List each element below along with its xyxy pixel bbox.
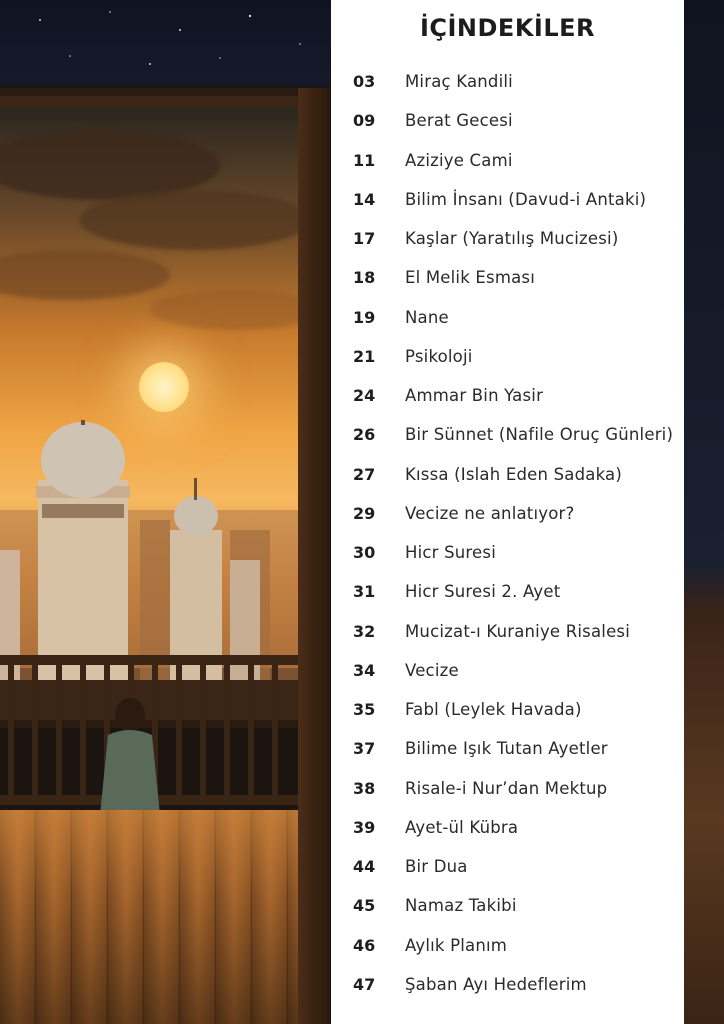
cover-illustration [0, 0, 330, 1024]
toc-page-number: 32 [353, 621, 376, 641]
sun-icon [139, 362, 189, 412]
toc-entry-title: Nane [405, 307, 449, 327]
toc-list [331, 62, 684, 1004]
toc-entry-title: Bilim İnsanı (Davud-i Antaki) [405, 189, 647, 209]
toc-entry-title: Namaz Takibi [405, 896, 517, 916]
toc-entry-title: Aylık Planım [405, 935, 508, 955]
toc-entry-title: Kaşlar (Yaratılış Mucizesi) [405, 229, 619, 249]
toc-entry-title: Mucizat-ı Kuraniye Risalesi [405, 621, 630, 641]
toc-item[interactable] [331, 141, 684, 180]
mosque-skyline-icon [0, 420, 298, 680]
toc-page-number: 30 [353, 543, 376, 563]
toc-item[interactable] [331, 808, 684, 847]
toc-panel [331, 0, 684, 1024]
toc-item[interactable] [331, 415, 684, 454]
toc-entry-title: Berat Gecesi [405, 111, 513, 131]
toc-page-number: 11 [353, 150, 376, 170]
toc-entry-title: Aziziye Cami [405, 150, 513, 170]
toc-entry-title: Fabl (Leylek Havada) [405, 700, 582, 720]
toc-page-number: 03 [353, 72, 376, 92]
toc-item[interactable] [331, 926, 684, 965]
toc-entry-title: Risale-i Nur’dan Mektup [405, 778, 608, 798]
toc-entry-title: Ammar Bin Yasir [405, 386, 544, 406]
toc-page-number: 44 [353, 857, 376, 877]
toc-entry-title: Bir Dua [405, 857, 468, 877]
toc-entry-title: Bir Sünnet (Nafile Oruç Günleri) [405, 425, 674, 445]
toc-item[interactable] [331, 180, 684, 219]
toc-item[interactable] [331, 690, 684, 729]
toc-item[interactable] [331, 769, 684, 808]
toc-item[interactable] [331, 965, 684, 1004]
wooden-pillar [298, 88, 330, 1024]
toc-page-number: 38 [353, 778, 376, 798]
toc-item[interactable] [331, 494, 684, 533]
toc-item[interactable] [331, 258, 684, 297]
toc-entry-title: Psikoloji [405, 346, 473, 366]
toc-entry-title: Bilime Işık Tutan Ayetler [405, 739, 608, 759]
toc-page-number: 47 [353, 974, 376, 994]
toc-page-number: 17 [353, 229, 376, 249]
toc-page-number: 18 [353, 268, 376, 288]
toc-page-number: 45 [353, 896, 376, 916]
toc-item[interactable] [331, 651, 684, 690]
toc-item[interactable] [331, 886, 684, 925]
toc-entry-title: Şaban Ayı Hedeflerim [405, 974, 587, 994]
toc-page-number: 34 [353, 660, 376, 680]
toc-page-number: 24 [353, 386, 376, 406]
toc-page-number: 31 [353, 582, 376, 602]
toc-item[interactable] [331, 847, 684, 886]
toc-page-number: 26 [353, 425, 376, 445]
toc-item[interactable] [331, 376, 684, 415]
toc-item[interactable] [331, 612, 684, 651]
toc-entry-title: El Melik Esması [405, 268, 535, 288]
toc-page-number: 21 [353, 346, 376, 366]
toc-item[interactable] [331, 101, 684, 140]
toc-entry-title: Hicr Suresi [405, 543, 496, 563]
toc-page-number: 39 [353, 817, 376, 837]
toc-page-number: 09 [353, 111, 376, 131]
toc-item[interactable] [331, 219, 684, 258]
toc-title: İÇİNDEKİLER [419, 14, 596, 42]
toc-entry-title: Miraç Kandili [405, 72, 513, 92]
toc-page-number: 35 [353, 700, 376, 720]
toc-item[interactable] [331, 455, 684, 494]
toc-page-number: 27 [353, 464, 376, 484]
toc-entry-title: Hicr Suresi 2. Ayet [405, 582, 561, 602]
toc-item[interactable] [331, 337, 684, 376]
toc-entry-title: Vecize ne anlatıyor? [405, 503, 575, 523]
toc-page-number: 37 [353, 739, 376, 759]
toc-entry-title: Vecize [405, 660, 459, 680]
night-sky-stars-icon [0, 0, 330, 90]
toc-item[interactable] [331, 729, 684, 768]
toc-entry-title: Ayet-ül Kübra [405, 817, 519, 837]
toc-page-number: 14 [353, 189, 376, 209]
toc-page-number: 19 [353, 307, 376, 327]
toc-entry-title: Kıssa (Islah Eden Sadaka) [405, 464, 622, 484]
toc-page-number: 29 [353, 503, 376, 523]
child-figure-icon [90, 695, 170, 825]
toc-item[interactable] [331, 298, 684, 337]
toc-page-number: 46 [353, 935, 376, 955]
right-background-strip [684, 0, 724, 1024]
toc-item[interactable] [331, 572, 684, 611]
toc-item[interactable] [331, 62, 684, 101]
toc-item[interactable] [331, 533, 684, 572]
